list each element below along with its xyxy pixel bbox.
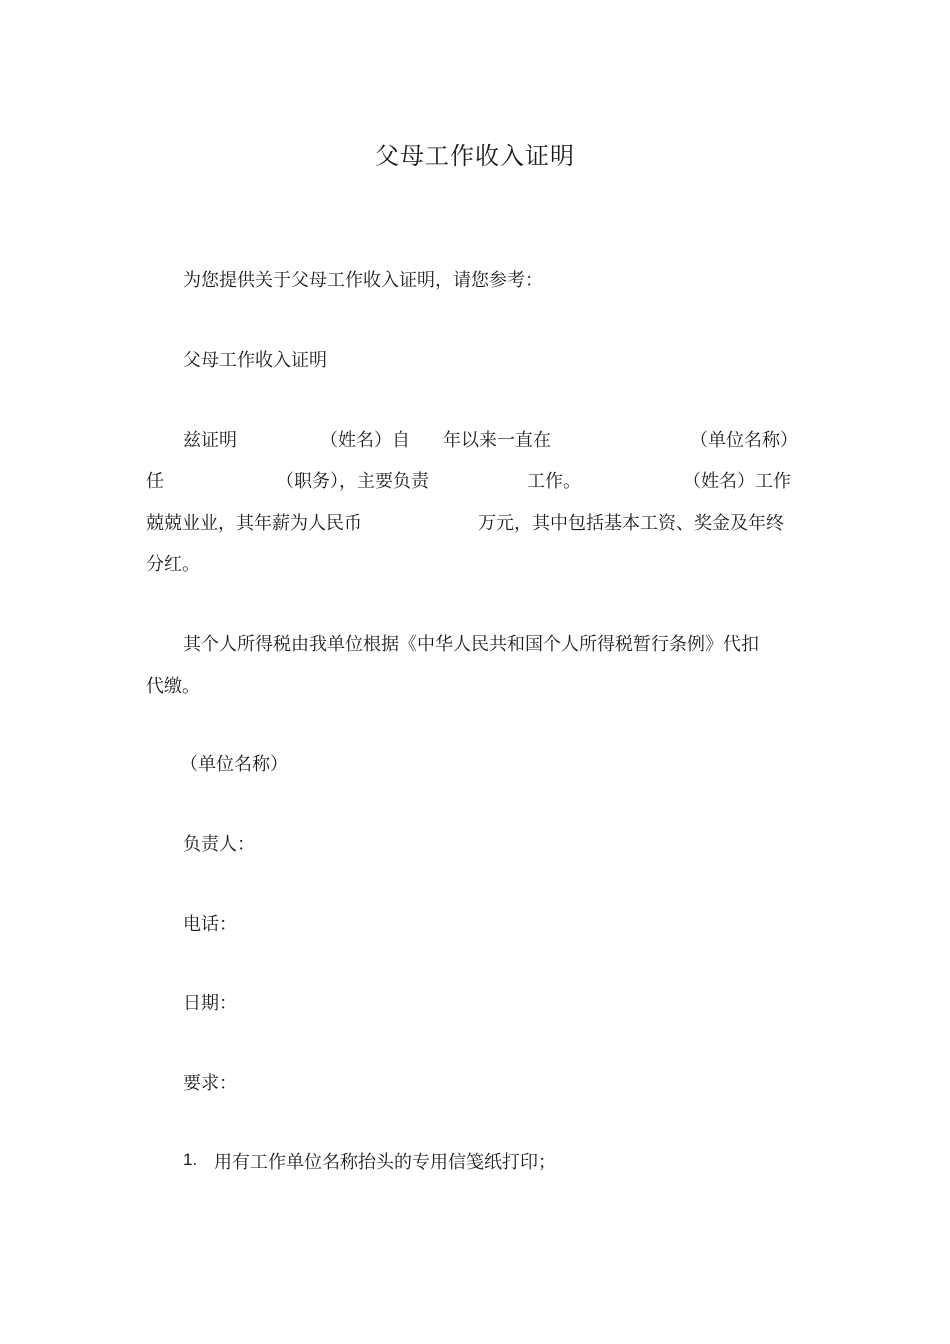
cert-line3-part2: 万元，其中包括基本工资、奖金及年终: [478, 513, 784, 534]
requirements-label: 要求：: [183, 1073, 237, 1094]
cert-line4: 分红。: [146, 554, 200, 575]
subtitle: 父母工作收入证明: [183, 350, 327, 371]
cert-line1-part4: （单位名称）: [690, 430, 798, 451]
cert-line1-part1: 兹证明: [183, 430, 237, 451]
unit-name-label: （单位名称）: [180, 754, 288, 775]
requirement-text: 用有工作单位名称抬头的专用信笺纸打印；: [214, 1152, 556, 1173]
cert-line2-part4: （姓名）工作: [683, 471, 791, 492]
cert-line2-part1: 任: [146, 471, 164, 492]
cert-line1-part3: 年以来一直在: [443, 430, 551, 451]
requirement-number: 1.: [183, 1150, 198, 1169]
cert-line2-part2: （职务），主要负责: [276, 471, 429, 492]
cert-line3-part1: 兢兢业业，其年薪为人民币: [146, 513, 362, 534]
phone-label: 电话：: [183, 914, 237, 935]
document-title: 父母工作收入证明: [375, 142, 575, 170]
cert-line2-part3: 工作。: [527, 471, 581, 492]
tax-line1: 其个人所得税由我单位根据《中华人民共和国个人所得税暂行条例》代扣: [183, 634, 759, 655]
intro-paragraph: 为您提供关于父母工作收入证明，请您参考：: [183, 270, 543, 291]
tax-line2: 代缴。: [146, 676, 200, 697]
date-label: 日期：: [183, 993, 237, 1014]
responsible-label: 负责人：: [183, 834, 255, 855]
cert-line1-part2: （姓名）自: [320, 430, 410, 451]
